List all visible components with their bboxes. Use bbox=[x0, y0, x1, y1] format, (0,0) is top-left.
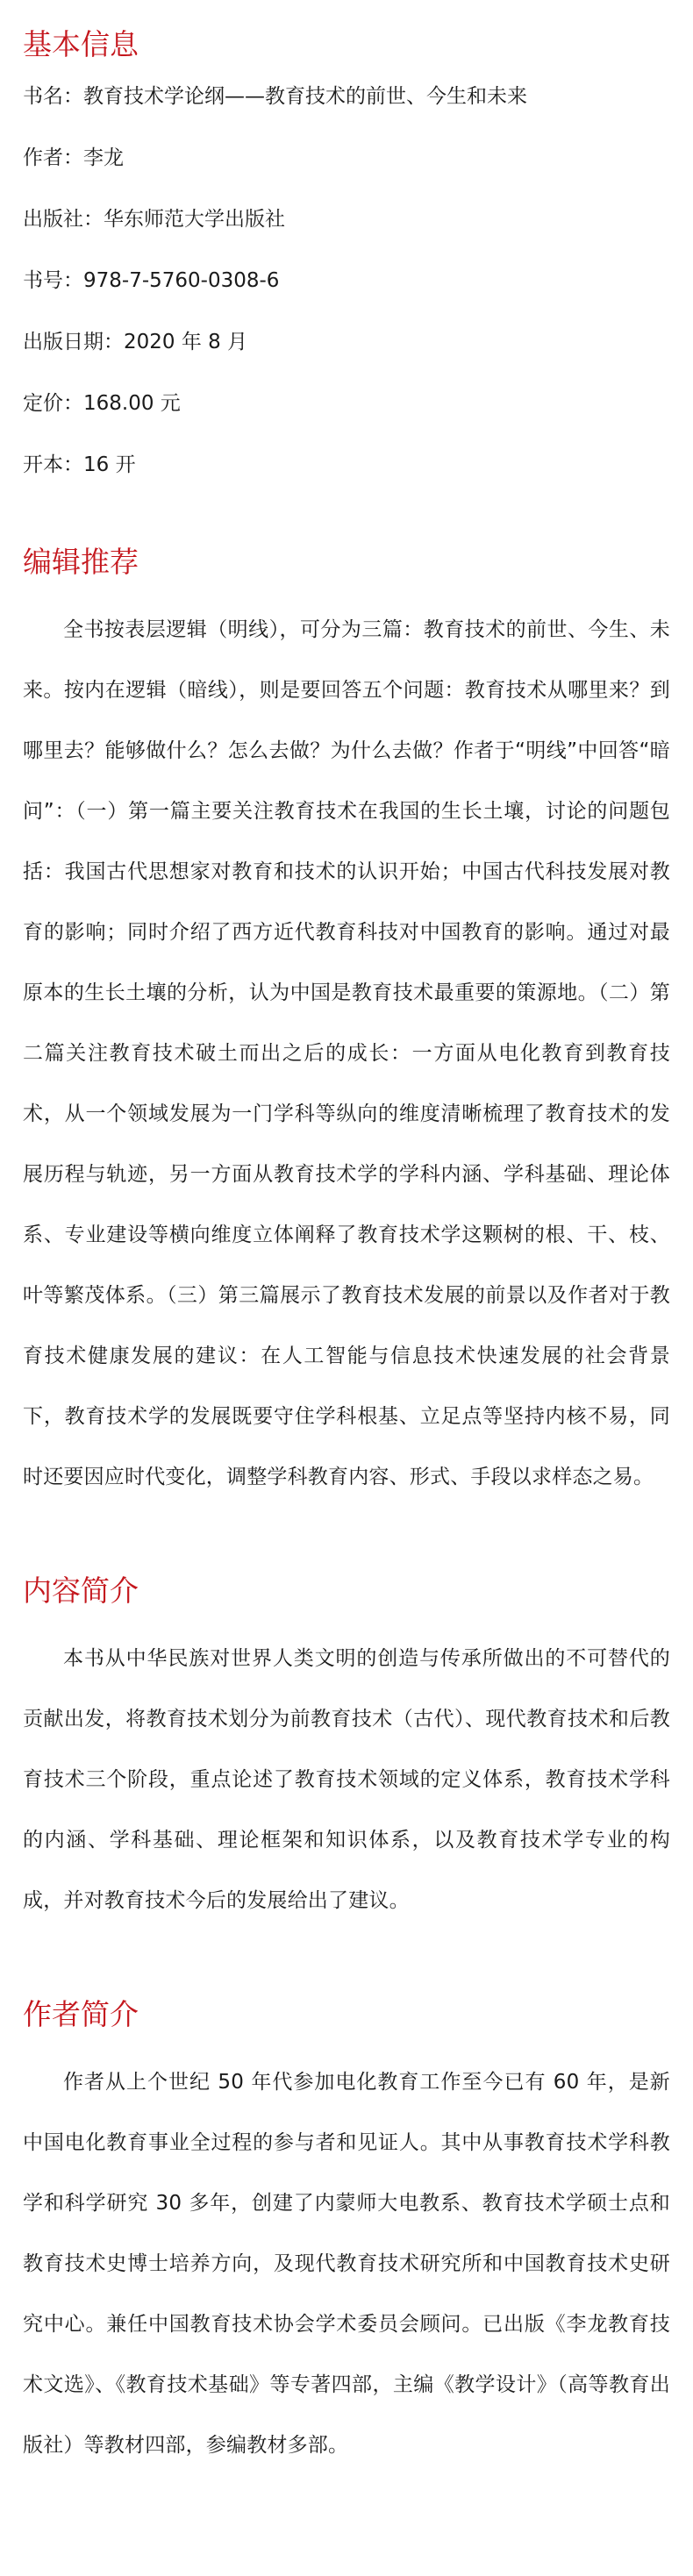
content-summary-section bbox=[23, 1573, 670, 1931]
author-intro-section bbox=[23, 1996, 670, 2476]
editor-recommendation-section bbox=[23, 544, 670, 1508]
info-row-publish-date: 出版日期：2020 年 8 月 bbox=[23, 331, 248, 353]
info-row-isbn: 书号：978-7-5760-0308-6 bbox=[23, 269, 280, 292]
basic-info-title: 基本信息 bbox=[23, 27, 139, 61]
info-row-price: 定价：168.00 元 bbox=[23, 392, 181, 415]
content-summary-title: 内容简介 bbox=[23, 1573, 139, 1608]
content-summary-text: 本书从中华民族对世界人类文明的创造与传承所做出的不可替代的贡献出发，将教育技术划分为前教育技术（古代）、现代教育技术和后教育技术三个阶段，重点论述了教育技术领域的定义体系，教育技术学科的内涵、学科基础、理论框架和知识体系，以及教育技术学专业的构成，并对教育技术今后的发展给出了建议。 bbox=[23, 1647, 670, 1912]
author-intro-title: 作者简介 bbox=[23, 1997, 139, 2031]
basic-info-section bbox=[23, 26, 670, 479]
info-row-format: 开本：16 开 bbox=[23, 453, 136, 476]
info-row-publisher: 出版社：华东师范大学出版社 bbox=[23, 208, 285, 231]
info-row-author: 作者：李龙 bbox=[23, 146, 124, 169]
editor-recommendation-title: 编辑推荐 bbox=[23, 545, 139, 579]
info-row-book-title: 书名：教育技术学论纲——教育技术的前世、今生和未来 bbox=[23, 85, 527, 108]
basic-info-list bbox=[23, 82, 670, 479]
author-intro-text: 作者从上个世纪 50 年代参加电化教育工作至今已有 60 年，是新中国电化教育事业全过程的参与者和见证人。其中从事教育技术学科教学和科学研究 30 多年，创建了内蒙师大电教系、教育技术学硕士点和教育技术史博士培养方向，及现代教育技术研究所和中国教育技术史研究中心。兼任中国教育技术协会学术委员会顾问。已出版《李龙教育技术文选》、《教育技术基础》等专著四部，主编《教学设计》（高等教育出版社）等教材四部，参编教材多部。 bbox=[23, 2071, 670, 2457]
editor-recommendation-text: 全书按表层逻辑（明线），可分为三篇：教育技术的前世、今生、未来。按内在逻辑（暗线），则是要回答五个问题：教育技术从哪里来？到哪里去？能够做什么？怎么去做？为什么去做？作者于“明线”中回答“暗问”：（一）第一篇主要关注教育技术在我国的生长土壤，讨论的问题包括：我国古代思想家对教育和技术的认识开始；中国古代科技发展对教育的影响；同时介绍了西方近代教育科技对中国教育的影响。通过对最原本的生长土壤的分析，认为中国是教育技术最重要的策源地。（二）第二篇关注教育技术破土而出之后的成长：一方面从电化教育到教育技术，从一个领域发展为一门学科等纵向的维度清晰梳理了教育技术的发展历程与轨迹，另一方面从教育技术学的学科内涵、学科基础、理论体系、专业建设等横向维度立体阐释了教育技术学这颗树的根、干、枝、叶等繁茂体系。（三）第三篇展示了教育技术发展的前景以及作者对于教育技术健康发展的建议：在人工智能与信息技术快速发展的社会背景下，教育技术学的发展既要守住学科根基、立足点等坚持内核不易，同时还要因应时代变化，调整学科教育内容、形式、手段以求样态之易。 bbox=[23, 618, 670, 1488]
